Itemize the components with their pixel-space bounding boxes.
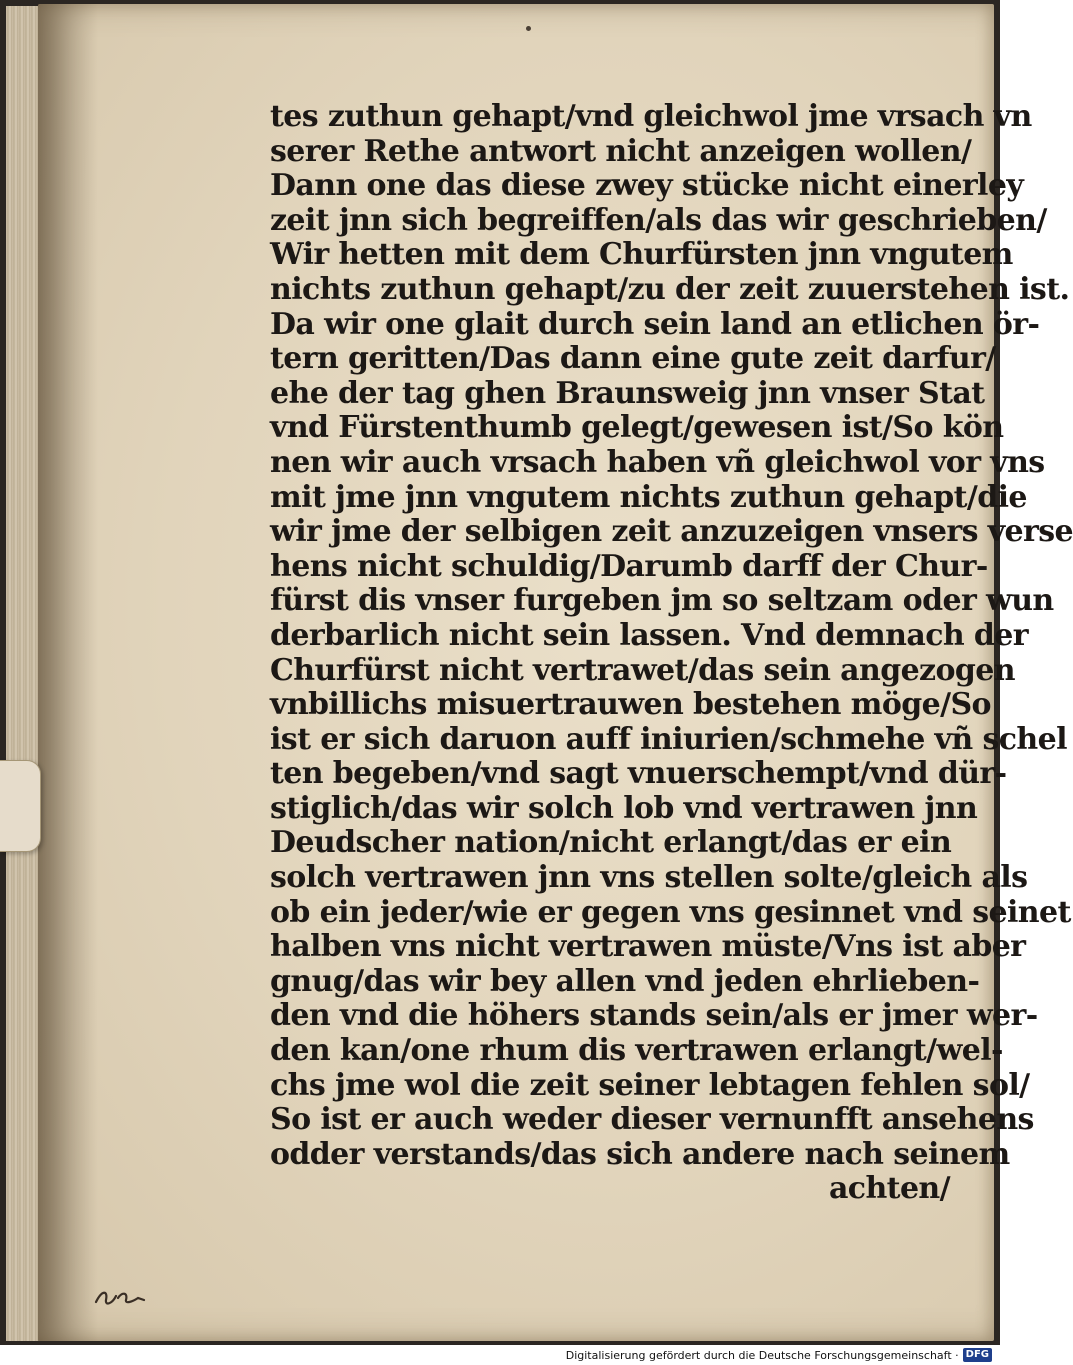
text-line: ehe der tag ghen Braunsweig jnn vnser Stat [270,375,985,411]
footer-bar [0,1345,1000,1365]
text-line: ist er sich daruon auff iniurien/schmehe vñ schel [270,721,1067,757]
text-line: chs jme wol die zeit seiner lebtagen fehlen sol/ [270,1067,1030,1103]
bookmark-tab [0,760,41,852]
text-line: ob ein jeder/wie er gegen vns gesinnet vnd seinet [270,894,1071,930]
dfg-logo: DFG [963,1348,992,1362]
text-line: solch vertrawen jnn vns stellen solte/gleich als [270,860,1028,896]
text-line: halben vns nicht vertrawen müste/Vns ist aber [270,929,1026,965]
body-text [270,99,1073,1207]
text-line: mit jme jnn vngutem nichts zuthun gehapt/die [270,479,1027,515]
text-line: fürst dis vnser furgeben jm so seltzam oder wun [270,583,1054,619]
text-line: odder verstands/das sich andere nach seinem [270,1136,1010,1172]
text-line: tern geritten/Das dann eine gute zeit darfur/ [270,341,996,377]
catchword: achten/ [828,1171,950,1207]
text-line: vnbillichs misuertrauwen bestehen möge/So [270,687,991,723]
ink-dot [526,26,531,31]
text-line: Da wir one glait durch sein land an etlichen ör- [270,306,1040,342]
text-line: gnug/das wir bey allen vnd jeden ehrlieben- [270,963,980,999]
handwritten-mark [92,1280,152,1310]
text-line: So ist er auch weder dieser vernunfft ansehens [270,1102,1034,1138]
text-line: wir jme der selbigen zeit anzuzeigen vnsers verse [270,514,1073,550]
text-line: Churfürst nicht vertrawet/das sein angezogen [270,652,1015,688]
text-line: nen wir auch vrsach haben vñ gleichwol vor vns [270,444,1045,480]
text-line: stiglich/das wir solch lob vnd vertrawen jnn [270,790,978,826]
text-line: ten begeben/vnd sagt vnuerschempt/vnd dür- [270,756,1007,792]
gutter-shadow [38,4,98,1341]
text-line: nichts zuthun gehapt/zu der zeit zuuerstehen ist. [270,271,1070,307]
text-line: vnd Fürstenthumb gelegt/gewesen ist/So kön [270,410,1004,446]
text-line: den kan/one rhum dis vertrawen erlangt/wel- [270,1033,1003,1069]
text-line: hens nicht schuldig/Darumb darff der Chur- [270,548,988,584]
text-line: Deudscher nation/nicht erlangt/das er ein [270,825,952,861]
text-line: serer Rethe antwort nicht anzeigen wollen/ [270,133,972,169]
text-line: tes zuthun gehapt/vnd gleichwol jme vrsach vn [270,99,1032,134]
text-line: derbarlich nicht sein lassen. Vnd demnach der [270,617,1028,653]
text-line: Wir hetten mit dem Churfürsten jnn vngutem [270,237,1013,273]
text-line: den vnd die höhers stands sein/als er jmer wer- [270,998,1038,1034]
footer-credit: Digitalisierung gefördert durch die Deutsche Forschungsgemeinschaft · [565,1348,959,1362]
text-line: Dann one das diese zwey stücke nicht einerley [270,168,1024,204]
text-line: zeit jnn sich begreiffen/als das wir geschrieben/ [270,202,1047,238]
